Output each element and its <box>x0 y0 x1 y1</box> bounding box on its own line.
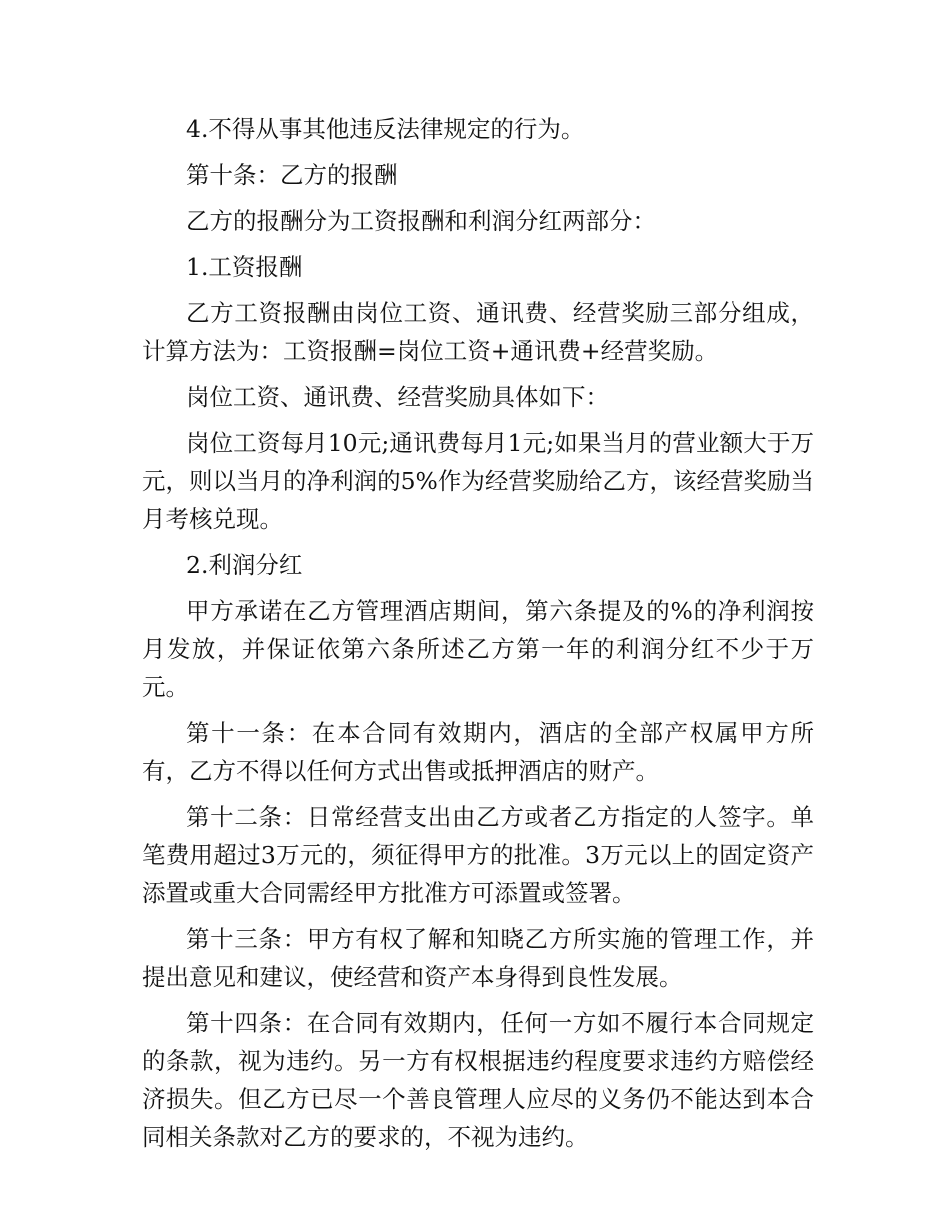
paragraph-salary-composition: 乙方工资报酬由岗位工资、通讯费、经营奖励三部分组成，计算方法为：工资报酬=岗位工资+通讯费+经营奖励。 <box>142 299 814 365</box>
paragraph-profit-share: 甲方承诺在乙方管理酒店期间，第六条提及的%的净利润按月发放，并保证依第六条所述乙方第一年的利润分红不少于万元。 <box>142 597 814 701</box>
paragraph-salary-details-intro: 岗位工资、通讯费、经营奖励具体如下： <box>186 383 609 411</box>
subheading-salary: 1.工资报酬 <box>186 253 303 281</box>
paragraph-remuneration-intro: 乙方的报酬分为工资报酬和利润分红两部分： <box>186 207 656 235</box>
paragraph-item-4: 4.不得从事其他违反法律规定的行为。 <box>186 115 585 143</box>
article-12: 第十二条：日常经营支出由乙方或者乙方指定的人签字。单笔费用超过3万元的，须征得甲方的批准。3万元以上的固定资产添置或重大合同需经甲方批准方可添置或签署。 <box>142 803 814 907</box>
article-14: 第十四条：在合同有效期内，任何一方如不履行本合同规定的条款，视为违约。另一方有权根据违约程度要求违约方赔偿经济损失。但乙方已尽一个善良管理人应尽的义务仍不能达到本合同相关条款对乙方的要求的，不视为违约。 <box>142 1009 814 1151</box>
paragraph-salary-details: 岗位工资每月10元;通讯费每月1元;如果当月的营业额大于万元，则以当月的净利润的5%作为经营奖励给乙方，该经营奖励当月考核兑现。 <box>142 429 814 533</box>
article-13: 第十三条：甲方有权了解和知晓乙方所实施的管理工作，并提出意见和建议，使经营和资产本身得到良性发展。 <box>142 925 814 991</box>
subheading-profit-share: 2.利润分红 <box>186 551 303 579</box>
article-10-heading: 第十条：乙方的报酬 <box>186 161 398 189</box>
article-11: 第十一条：在本合同有效期内，酒店的全部产权属甲方所有，乙方不得以任何方式出售或抵押酒店的财产。 <box>142 719 814 785</box>
document-body <box>142 110 814 1164</box>
